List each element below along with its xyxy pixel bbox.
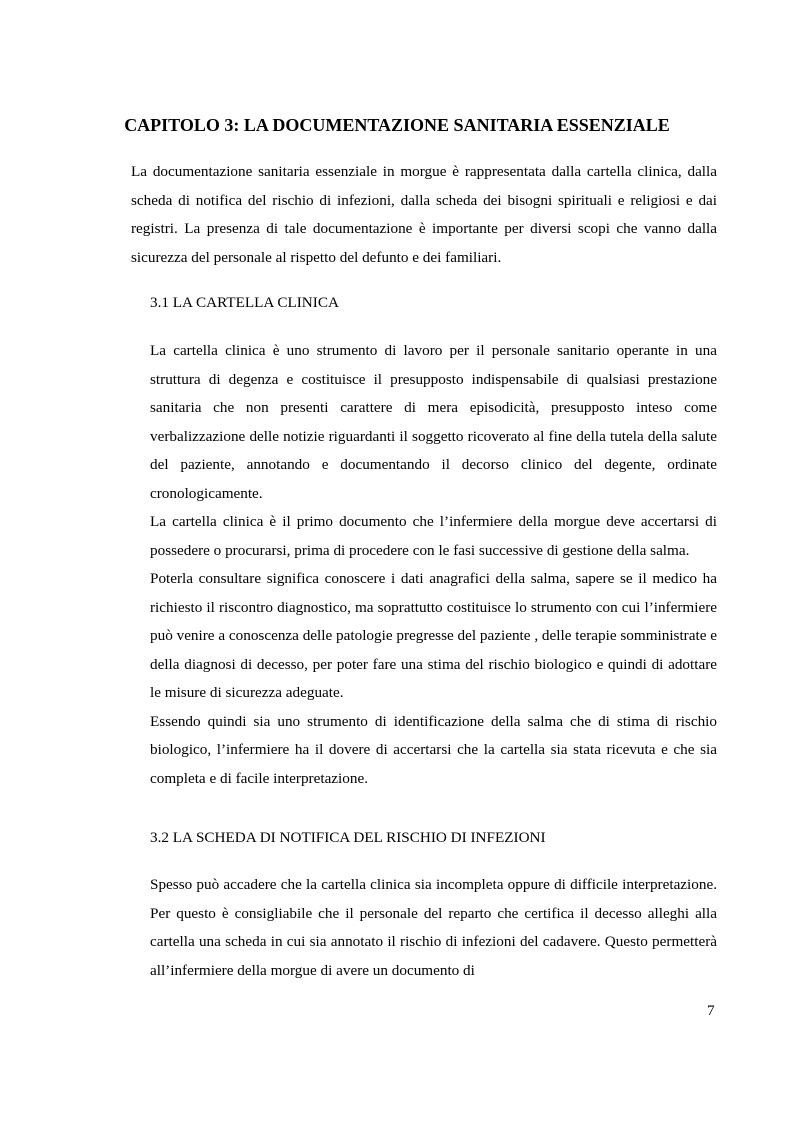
section-body-scheda-notifica	[150, 871, 717, 985]
section-heading-scheda-notifica: 3.2 LA SCHEDA DI NOTIFICA DEL RISCHIO DI INFEZIONI	[150, 829, 546, 846]
intro-paragraph: La documentazione sanitaria essenziale in morgue è rappresentata dalla cartella clinica, dalla scheda di notifica del rischio di infezioni, dalla scheda dei bisogni spirituali e religiosi e dai registri. La presenza di tale documentazione è importante per diversi scopi che vanno dalla sicurezza del personale al rispetto del defunto e dei familiari.	[131, 163, 717, 266]
paragraph: Spesso può accadere che la cartella clinica sia incompleta oppure di difficile interpretazione. Per questo è consigliabile che il personale del reparto che certifica il decesso alleghi alla cartella una scheda in cui sia annotato il rischio di infezioni del cadavere. Questo permetterà all’infermiere della morgue di avere un documento di	[150, 876, 717, 979]
paragraph: La cartella clinica è il primo documento che l’infermiere della morgue deve accertarsi di possedere o procurarsi, prima di procedere con le fasi successive di gestione della salma.	[150, 513, 717, 559]
page-number: 7	[707, 1002, 715, 1019]
paragraph: Essendo quindi sia uno strumento di identificazione della salma che di stima di rischio biologico, l’infermiere ha il dovere di accertarsi che la cartella sia stata ricevuta e che sia completa e di facile interpretazione.	[150, 712, 717, 787]
paragraph: La cartella clinica è uno strumento di lavoro per il personale sanitario operante in una struttura di degenza e costituisce il presupposto indispensabile di qualsiasi prestazione sanitaria che non presenti carattere di mera episodicità, presupposto inteso come verbalizzazione delle notizie riguardanti il soggetto ricoverato al fine della tutela della salute del paziente, annotando e documentando il decorso clinico del degente, ordinate cronologicamente.	[150, 342, 717, 502]
section-body-cartella-clinica	[150, 337, 717, 793]
paragraph: Poterla consultare significa conoscere i dati anagrafici della salma, sapere se il medico ha richiesto il riscontro diagnostico, ma soprattutto costituisce lo strumento con cui l’infermiere può venire a conoscenza delle patologie pregresse del paziente , delle terapie somministrate e della diagnosi di decesso, per poter fare una stima del rischio biologico e quindi di adottare le misure di sicurezza adeguate.	[150, 570, 717, 701]
chapter-title: CAPITOLO 3: LA DOCUMENTAZIONE SANITARIA ESSENZIALE	[124, 115, 670, 135]
section-heading-cartella-clinica: 3.1 LA CARTELLA CLINICA	[150, 294, 339, 311]
